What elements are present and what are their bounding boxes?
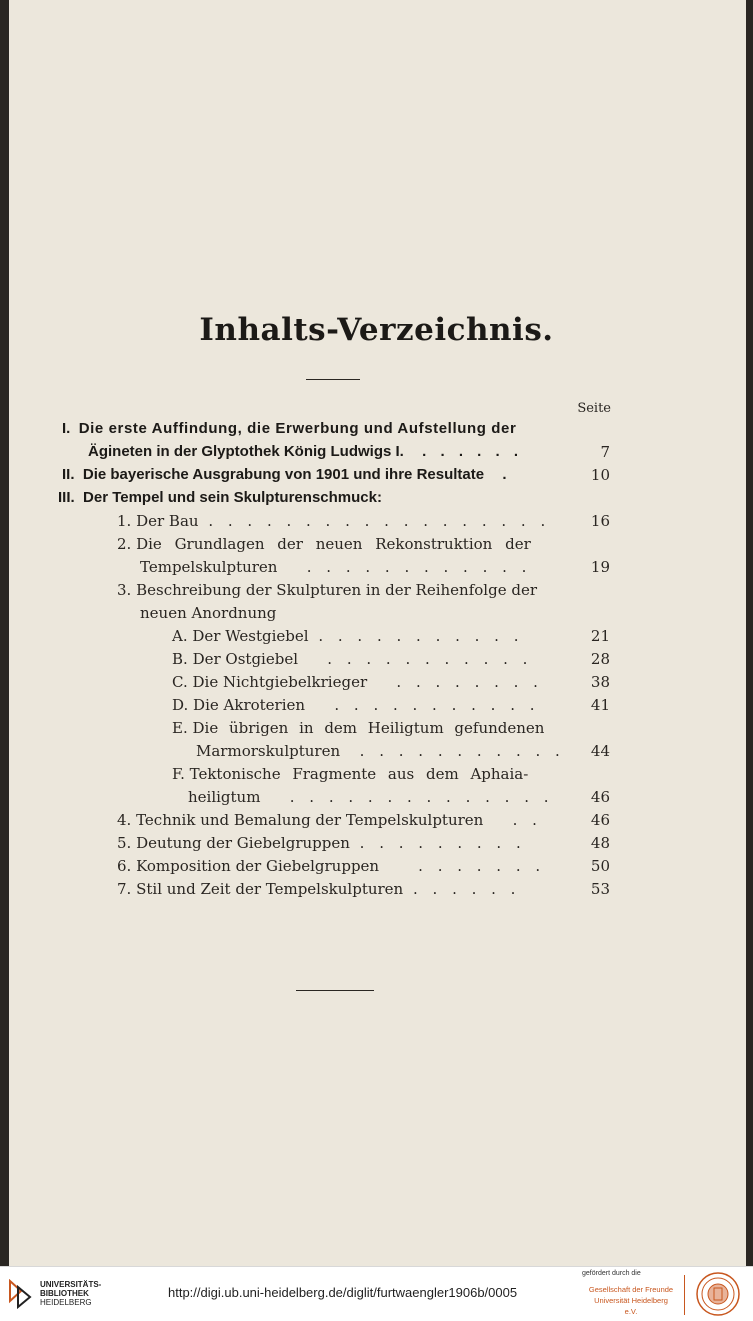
toc-entry: II. Die bayerische Ausgrabung von 1901 und ihre Resultate .: [62, 466, 512, 483]
library-logo-icon: [8, 1279, 34, 1309]
page-number: 28: [590, 650, 610, 668]
seite-label: Seite: [577, 401, 611, 416]
page-number: 10: [590, 466, 610, 484]
toc-entry: 1. Der Bau . . . . . . . . . . . . . . . . . .: [117, 512, 551, 530]
page-number: 16: [590, 512, 610, 530]
toc-entry: F. Tektonische Fragmente aus dem Aphaia-: [172, 765, 529, 783]
toc-entry: neuen Anordnung: [140, 604, 277, 622]
toc-entry: D. Die Akroterien . . . . . . . . . . .: [172, 696, 540, 714]
toc-entry: 6. Komposition der Giebelgruppen . . . . . . .: [117, 857, 546, 875]
toc-entry: I. Die erste Auffindung, die Erwerbung und Aufstellung der: [62, 420, 517, 437]
society-name: Gesellschaft der Freunde Universität Heidelberg e.V.: [588, 1285, 674, 1316]
university-seal-icon: [695, 1271, 741, 1317]
toc-entry: heiligtum . . . . . . . . . . . . . .: [188, 788, 554, 806]
page-number: 48: [590, 834, 610, 852]
toc-entry: E. Die übrigen in dem Heiligtum gefundenen: [172, 719, 545, 737]
page-number: 50: [590, 857, 610, 875]
page-number: 44: [590, 742, 610, 760]
page-title: Inhalts-Verzeichnis.: [199, 312, 554, 348]
page-number: 19: [590, 558, 610, 576]
page-number: 41: [590, 696, 610, 714]
toc-entry: Marmorskulpturen . . . . . . . . . . .: [196, 742, 565, 760]
toc-entry: III. Der Tempel und sein Skulpturenschmuck:: [58, 489, 382, 506]
toc-entry: 4. Technik und Bemalung der Tempelskulpturen . .: [117, 811, 542, 829]
page-number: 7: [600, 443, 610, 461]
toc-entry: 7. Stil und Zeit der Tempelskulpturen . . . . . .: [117, 880, 521, 898]
library-name: UNIVERSITÄTS- BIBLIOTHEK HEIDELBERG: [40, 1280, 102, 1307]
funded-by-label: gefördert durch die: [582, 1270, 641, 1277]
title-rule: [306, 379, 360, 380]
toc-entry: 3. Beschreibung der Skulpturen in der Reihenfolge der: [117, 581, 537, 599]
footer-bar: [0, 1266, 753, 1321]
toc-entry: C. Die Nichtgiebelkrieger . . . . . . . .: [172, 673, 543, 691]
page-number: 53: [590, 880, 610, 898]
toc-entry: 2. Die Grundlagen der neuen Rekonstruktion der: [117, 535, 531, 553]
toc-entry: B. Der Ostgiebel . . . . . . . . . . .: [172, 650, 533, 668]
toc-entry: Tempelskulpturen . . . . . . . . . . . .: [140, 558, 532, 576]
toc-entry: A. Der Westgiebel . . . . . . . . . . .: [172, 627, 524, 645]
page-number: 46: [590, 811, 610, 829]
page-number: 38: [590, 673, 610, 691]
page-number: 21: [590, 627, 610, 645]
footer-divider: [684, 1275, 685, 1315]
toc-entry: 5. Deutung der Giebelgruppen . . . . . . . . .: [117, 834, 526, 852]
permalink-url[interactable]: http://digi.ub.uni-heidelberg.de/diglit/furtwaengler1906b/0005: [168, 1285, 518, 1300]
page-number: 46: [590, 788, 610, 806]
toc-entry: Ägineten in der Glyptothek König Ludwigs I. . . . . . .: [88, 443, 524, 460]
closing-rule: [296, 990, 374, 991]
